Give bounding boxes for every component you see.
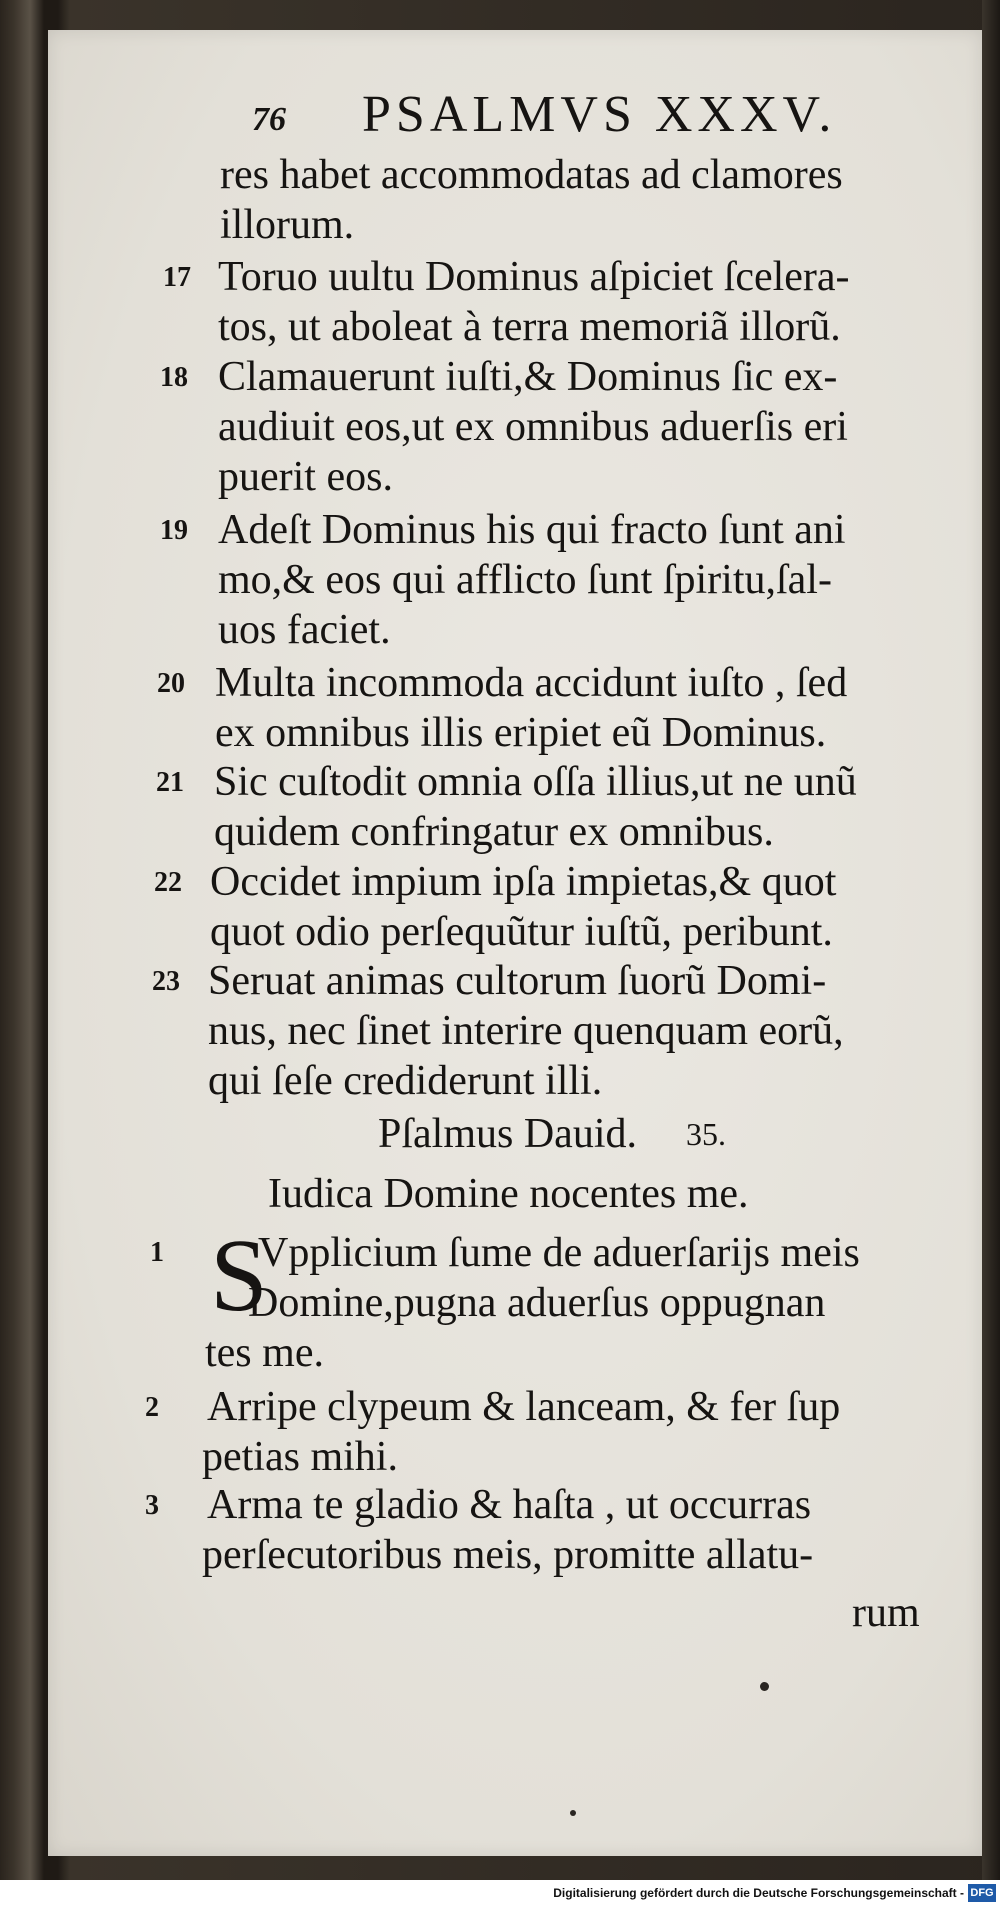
text-line: Seruat animas cultorum ſuorũ Domi- [208, 958, 827, 1004]
text-line: Clamauerunt iuſti,& Dominus ſic ex- [218, 354, 838, 400]
text-line: Adeſt Dominus his qui fracto ſunt ani [218, 507, 846, 553]
text-line: quidem confringatur ex omnibus. [214, 809, 774, 855]
page-title: PSALMVS XXXV. [362, 86, 837, 143]
text-line: Sic cuſtodit omnia oſſa illius,ut ne unũ [214, 759, 857, 805]
ink-spot [570, 1810, 576, 1816]
text-line: Occidet impium ipſa impietas,& quot [210, 859, 837, 905]
verse-number: 17 [163, 262, 191, 293]
verse-number: 18 [160, 362, 188, 393]
text-line: tes me. [205, 1330, 324, 1376]
text-line: puerit eos. [218, 454, 393, 500]
text-line: uos faciet. [218, 607, 391, 653]
verse-number: 23 [152, 966, 180, 997]
page-number: 76 [252, 101, 286, 138]
psalm-heading: Pſalmus Dauid. [378, 1111, 637, 1157]
dfg-logo: DFG [968, 1884, 996, 1902]
text-line: Vpplicium ſume de aduerſarijs meis [258, 1230, 860, 1276]
text-line: petias mihi. [202, 1434, 398, 1480]
text-line: Arripe clypeum & lanceam, & fer ſup [207, 1384, 841, 1430]
text-line: qui ſeſe crediderunt illi. [208, 1058, 603, 1104]
footer-bar [0, 1880, 1000, 1907]
psalm-incipit: Iudica Domine nocentes me. [268, 1171, 749, 1217]
book-edge [982, 0, 1000, 1880]
verse-number: 1 [150, 1237, 164, 1268]
text-line: quot odio perſequũtur iuſtũ, peribunt. [210, 909, 833, 955]
catchword: rum [852, 1590, 920, 1636]
verse-number: 22 [154, 867, 182, 898]
text-line: tos, ut aboleat à terra memoriã illorũ. [218, 304, 841, 350]
psalm-number: 35. [686, 1116, 726, 1152]
ink-spot [760, 1682, 769, 1691]
text-line: nus, nec ſinet interire quenquam eorũ, [208, 1008, 844, 1054]
verse-number: 20 [157, 668, 185, 699]
drop-capital: S [210, 1218, 268, 1333]
verse-number: 21 [156, 767, 184, 798]
running-header [0, 85, 1000, 145]
text-line: Toruo uultu Dominus aſpiciet ſcelera- [218, 254, 850, 300]
text-line: res habet accommodatas ad clamores [220, 152, 843, 198]
text-line: perſecutoribus meis, promitte allatu- [202, 1532, 814, 1578]
text-line: Arma te gladio & haſta , ut occurras [207, 1482, 812, 1528]
text-line: Domine,pugna aduerſus oppugnan [248, 1280, 826, 1326]
text-line: Multa incommoda accidunt iuſto , ſed [215, 660, 848, 706]
text-line: illorum. [220, 202, 355, 248]
verse-number: 19 [160, 515, 188, 546]
text-line: mo,& eos qui afflicto ſunt ſpiritu,ſal- [218, 557, 832, 603]
verse-number: 2 [145, 1392, 159, 1423]
text-line: audiuit eos,ut ex omnibus aduerſis eri [218, 404, 848, 450]
footer-credit: Digitalisierung gefördert durch die Deutsche Forschungsgemeinschaft - [553, 1886, 964, 1900]
text-line: ex omnibus illis eripiet eũ Dominus. [215, 710, 827, 756]
verse-number: 3 [145, 1490, 159, 1521]
